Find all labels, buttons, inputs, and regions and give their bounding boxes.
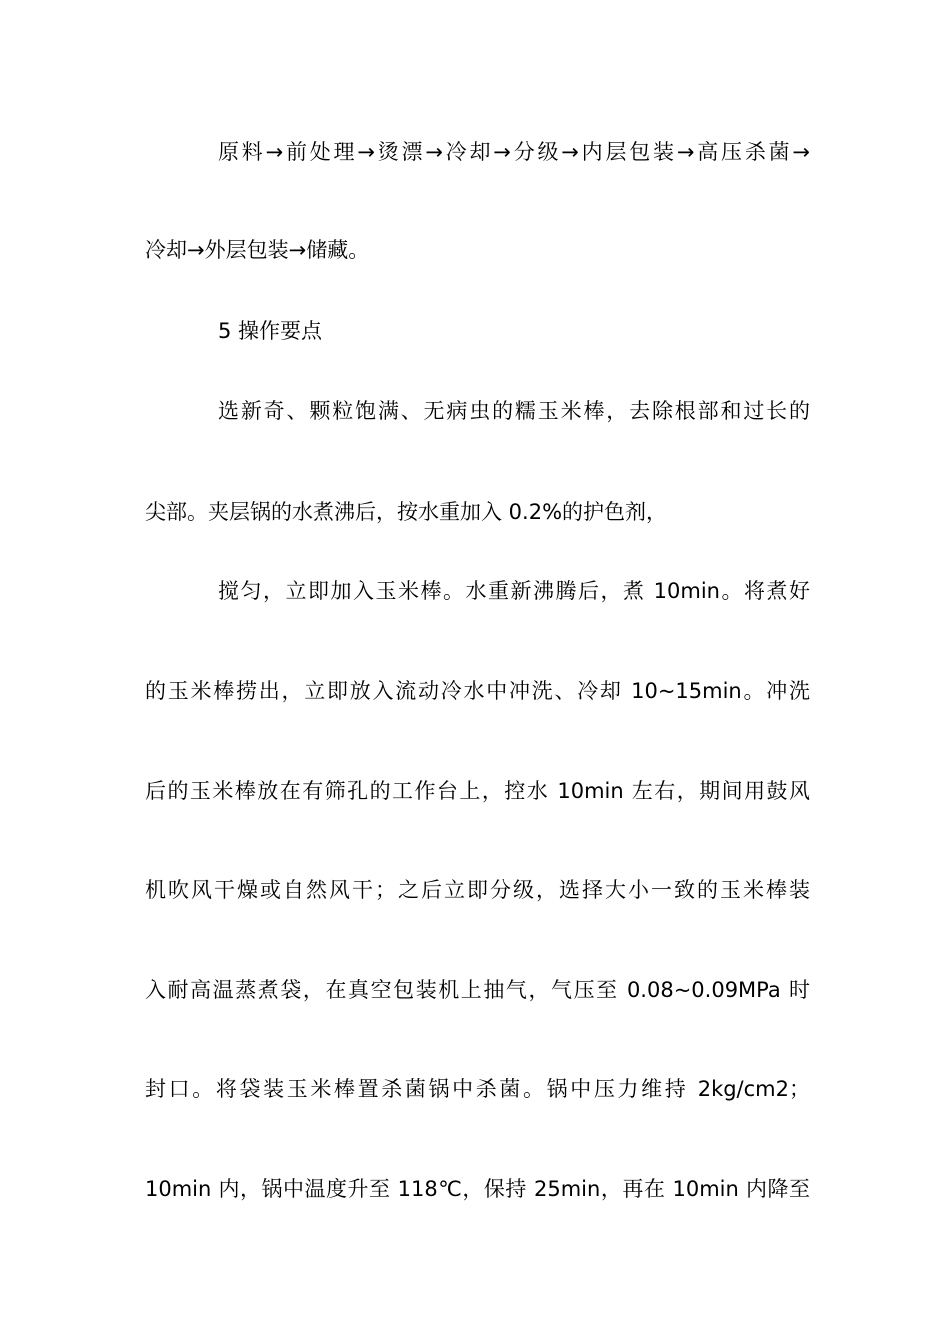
paragraph-line: 选新奇、颗粒饱满、无病虫的糯玉米棒，去除根部和过长的 [218, 399, 810, 423]
section-heading: 5 操作要点 [218, 319, 323, 343]
paragraph-line: 封口。将袋装玉米棒置杀菌锅中杀菌。锅中压力维持 2kg/cm2； [145, 1077, 810, 1101]
paragraph-line: 搅匀，立即加入玉米棒。水重新沸腾后，煮 10min。将煮好 [218, 579, 810, 603]
paragraph-line: 机吹风干燥或自然风干；之后立即分级，选择大小一致的玉米棒装 [145, 878, 810, 902]
paragraph-line: 尖部。夹层锅的水煮沸后，按水重加入 0.2%的护色剂， [145, 500, 668, 524]
paragraph-line: 入耐高温蒸煮袋，在真空包装机上抽气，气压至 0.08~0.09MPa 时 [145, 978, 810, 1002]
process-flow-line-continued: 冷却→外层包装→储藏。 [145, 238, 370, 262]
paragraph-line: 10min 内，锅中温度升至 118℃，保持 25min，再在 10min 内降至 [145, 1177, 810, 1201]
paragraph-line: 后的玉米棒放在有筛孔的工作台上，控水 10min 左右，期间用鼓风 [145, 779, 810, 803]
process-flow-line: 原料→前处理→烫漂→冷却→分级→内层包装→高压杀菌→ [218, 140, 810, 164]
paragraph-line: 的玉米棒捞出，立即放入流动冷水中冲洗、冷却 10~15min。冲洗 [145, 679, 810, 703]
